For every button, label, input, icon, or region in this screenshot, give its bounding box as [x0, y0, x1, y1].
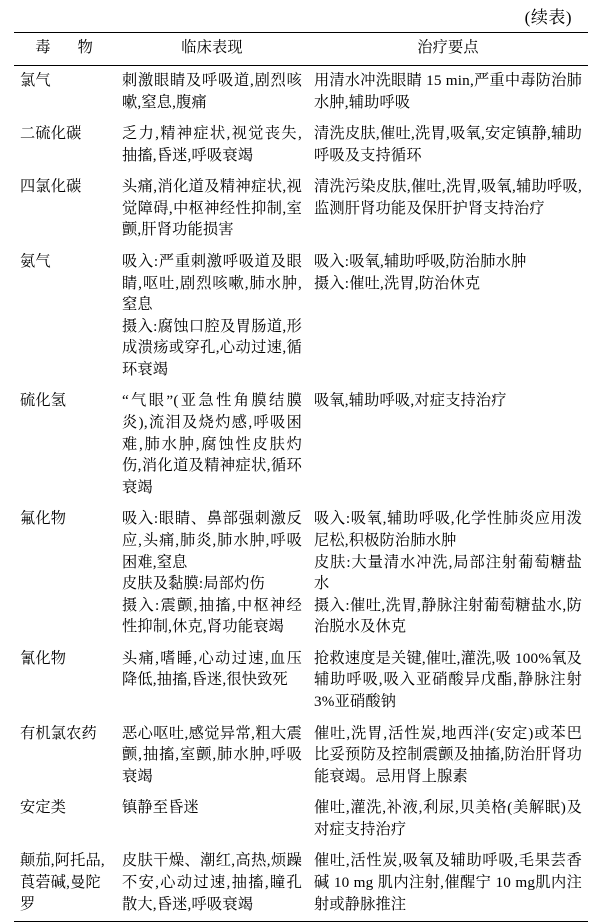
cell-treatment [308, 504, 588, 643]
column-header-treatment: 治疗要点 [308, 33, 588, 66]
cell-treatment [308, 644, 588, 719]
cell-agent: 颠茄,阿托品,莨菪碱,曼陀罗 [14, 846, 116, 921]
cell-agent: 氰化物 [20, 649, 67, 667]
cell-clinical [116, 119, 308, 172]
treatment-segment: 摄入:催吐,洗胃,静脉注射葡萄糖盐水,防治脱水及休克 [314, 596, 582, 636]
treatment-segment: 催吐,活性炭,吸氧及辅助呼吸,毛果芸香碱 10 mg 肌内注射,催醒宁 10 mg肌内注射或静脉推注 [314, 852, 582, 913]
table-row [14, 719, 588, 794]
cell-clinical [116, 386, 308, 504]
continued-label: (续表) [524, 8, 572, 27]
treatment-segment: 催吐,洗胃,活性炭,地西泮(安定)或苯巴比妥预防及控制震颤及抽搐,防治肝肾功能衰竭。忌用肾上腺素 [314, 724, 582, 785]
clinical-segment: “气眼”(亚急性角膜结膜炎),流泪及烧灼感,呼吸困难,肺水肿,腐蚀性皮肤灼伤,消化道及精神症状,循环衰竭 [122, 392, 302, 496]
treatment-segment: 摄入:催吐,洗胃,防治休克 [314, 274, 481, 292]
clinical-segment: 吸入:眼睛、鼻部强刺激反应,头痛,肺炎,肺水肿,呼吸困难,窒息 [122, 510, 302, 571]
cell-agent: 硫化氢 [20, 392, 67, 410]
cell-agent: 氯气 [20, 71, 51, 89]
clinical-segment: 乏力,精神症状,视觉丧失,抽搐,昏迷,呼吸衰竭 [122, 125, 302, 164]
cell-clinical [116, 172, 308, 247]
cell-agent: 氟化物 [20, 510, 67, 528]
cell-agent: 安定类 [20, 799, 67, 817]
clinical-segment: 皮肤及黏膜:局部灼伤 [122, 575, 265, 593]
clinical-segment: 恶心呕吐,感觉异常,粗大震颤,抽搐,室颤,肺水肿,呼吸衰竭 [122, 724, 302, 785]
cell-clinical [116, 793, 308, 846]
cell-agent: 氨气 [20, 253, 51, 271]
cell-clinical [116, 719, 308, 794]
column-header-clinical: 临床表现 [116, 33, 308, 66]
treatment-segment: 清洗皮肤,催吐,洗胃,吸氧,安定镇静,辅助呼吸及支持循环 [314, 125, 582, 164]
column-header-agent: 毒 物 [14, 33, 116, 66]
cell-treatment [308, 65, 588, 119]
clinical-segment: 头痛,消化道及精神症状,视觉障碍,中枢神经性抑制,室颤,肝肾功能损害 [122, 178, 302, 239]
table-row [14, 386, 588, 504]
cell-agent: 四氯化碳 [20, 178, 82, 196]
table-body [14, 65, 588, 921]
table-row [14, 504, 588, 643]
cell-treatment [308, 172, 588, 247]
table-row [14, 247, 588, 386]
cell-agent: 二硫化碳 [20, 125, 82, 143]
cell-treatment [308, 119, 588, 172]
table-row [14, 793, 588, 846]
clinical-segment: 吸入:严重刺激呼吸道及眼睛,呕吐,剧烈咳嗽,肺水肿,窒息 [122, 253, 302, 314]
cell-treatment [308, 846, 588, 921]
cell-clinical [116, 65, 308, 119]
cell-treatment [308, 247, 588, 386]
table-row [14, 172, 588, 247]
treatment-segment: 吸氧,辅助呼吸,对症支持治疗 [314, 392, 507, 410]
toxicology-table [14, 32, 588, 922]
cell-treatment [308, 386, 588, 504]
clinical-segment: 刺激眼睛及呼吸道,剧烈咳嗽,窒息,腹痛 [122, 71, 302, 111]
treatment-segment: 吸入:吸氧,辅助呼吸,化学性肺炎应用泼尼松,积极防治肺水肿 [314, 510, 582, 549]
table-header [14, 33, 588, 66]
cell-clinical [116, 504, 308, 643]
treatment-segment: 吸入:吸氧,辅助呼吸,防治肺水肿 [314, 253, 527, 271]
clinical-segment: 皮肤干燥、潮红,高热,烦躁不安,心动过速,抽搐,瞳孔散大,昏迷,呼吸衰竭 [122, 852, 302, 913]
table-row [14, 119, 588, 172]
clinical-segment: 摄入:腐蚀口腔及胃肠道,形成溃疡或穿孔,心动过速,循环衰竭 [122, 317, 302, 378]
treatment-segment: 抢救速度是关键,催吐,灌洗,吸 100%氧及辅助呼吸,吸入亚硝酸异戊酯,静脉注射 3%亚硝酸钠 [314, 649, 582, 710]
cell-agent: 有机氯农药 [20, 724, 97, 742]
treatment-segment: 用清水冲洗眼睛 15 min,严重中毒防治肺水肿,辅助呼吸 [314, 71, 582, 111]
cell-clinical [116, 846, 308, 921]
cell-treatment [308, 793, 588, 846]
table-row [14, 644, 588, 719]
header-row [14, 33, 588, 66]
treatment-segment: 皮肤:大量清水冲洗,局部注射葡萄糖盐水 [314, 553, 582, 593]
table-row [14, 65, 588, 119]
table-row [14, 846, 588, 921]
cell-treatment [308, 719, 588, 794]
cell-clinical [116, 247, 308, 386]
clinical-segment: 镇静至昏迷 [122, 799, 199, 817]
cell-clinical [116, 644, 308, 719]
clinical-segment: 头痛,嗜睡,心动过速,血压降低,抽搐,昏迷,很快致死 [122, 649, 302, 689]
treatment-segment: 催吐,灌洗,补液,利尿,贝美格(美解眠)及对症支持治疗 [314, 799, 582, 838]
clinical-segment: 摄入:震颤,抽搐,中枢神经性抑制,休克,肾功能衰竭 [122, 596, 302, 636]
treatment-segment: 清洗污染皮肤,催吐,洗胃,吸氧,辅助呼吸,监测肝肾功能及保肝护肾支持治疗 [314, 178, 582, 217]
